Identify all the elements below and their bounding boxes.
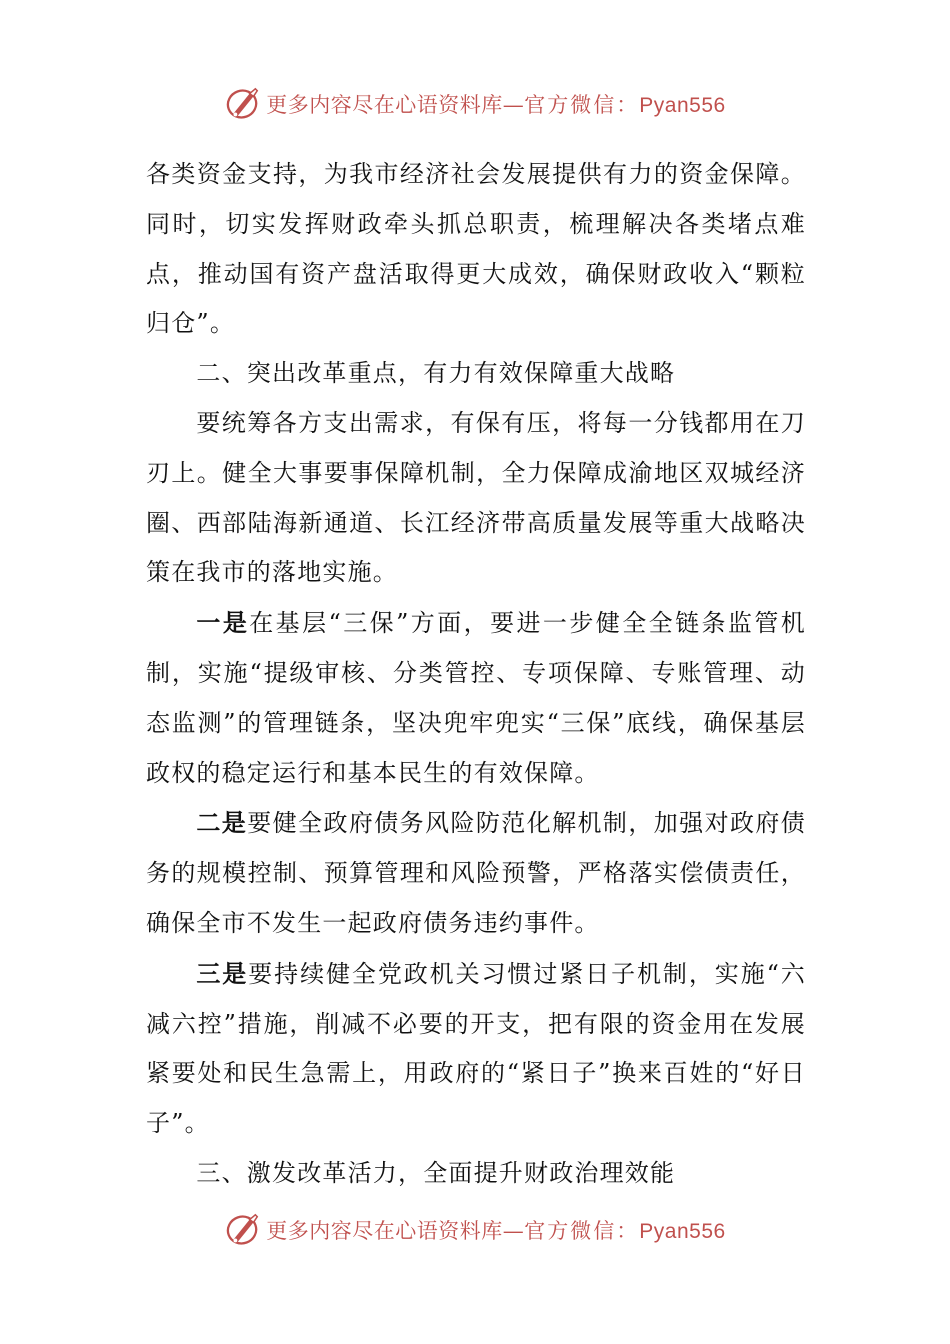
watermark-text [266,1215,725,1245]
watermark-brand: 更多内容尽在心语资料库 [266,93,503,117]
point-3-lead: 三是 [196,958,249,988]
paragraph-continuation: 各类资金支持，为我市经济社会发展提供有力的资金保障。同时，切实发挥财政牵头抓总职责，梳理解决各类堵点难点，推动国有资产盘活取得更大成效，确保财政收入“颗粒归仓”。 [146,160,806,338]
pen-nib-logo-icon [224,85,262,123]
point-2-lead: 二是 [196,808,248,838]
watermark-wechat-label: 官方微信： [524,93,640,117]
pen-nib-logo-icon [224,1211,262,1249]
paragraph-point-1 [146,598,806,798]
paragraph-point-2 [146,798,806,948]
watermark-wechat-label: 官方微信： [524,1219,640,1243]
watermark-brand: 更多内容尽在心语资料库 [266,1219,503,1243]
point-1-text: 在基层“三保”方面，要进一步健全全链条监管机制，实施“提级审核、分类管控、专项保障、专账管理、动态监测”的管理链条，坚决兜牢兜实“三保”底线，确保基层政权的稳定运行和基本民生的有效保障。 [146,609,806,787]
document-body [146,150,806,1199]
watermark-wechat-id: Pyan556 [639,94,726,117]
section-heading-3: 三、激发改革活力，全面提升财政治理效能 [196,1158,676,1187]
footer-watermark [0,1208,950,1252]
paragraph-point-3 [146,949,806,1149]
watermark-dash: — [502,1219,525,1243]
section-heading-2: 二、突出改革重点，有力有效保障重大战略 [196,359,676,388]
watermark-wechat-id: Pyan556 [639,1220,726,1243]
point-1-lead: 一是 [196,608,250,638]
watermark-dash: — [502,93,525,117]
point-3-text: 要持续健全党政机关习惯过紧日子机制，实施“六减六控”措施，削减不必要的开支，把有限的资金用在发展紧要处和民生急需上，用政府的“紧日子”换来百姓的“好日子”。 [146,959,806,1138]
watermark-text [266,89,725,119]
header-watermark [0,82,950,126]
point-2-text: 要健全政府债务风险防范化解机制，加强对政府债务的规模控制、预算管理和风险预警，严格落实偿债责任，确保全市不发生一起政府债务违约事件。 [146,809,806,937]
paragraph-strategy: 要统筹各方支出需求，有保有压，将每一分钱都用在刀刃上。健全大事要事保障机制，全力保障成渝地区双城经济圈、西部陆海新通道、长江经济带高质量发展等重大战略决策在我市的落地实施。 [146,408,806,587]
